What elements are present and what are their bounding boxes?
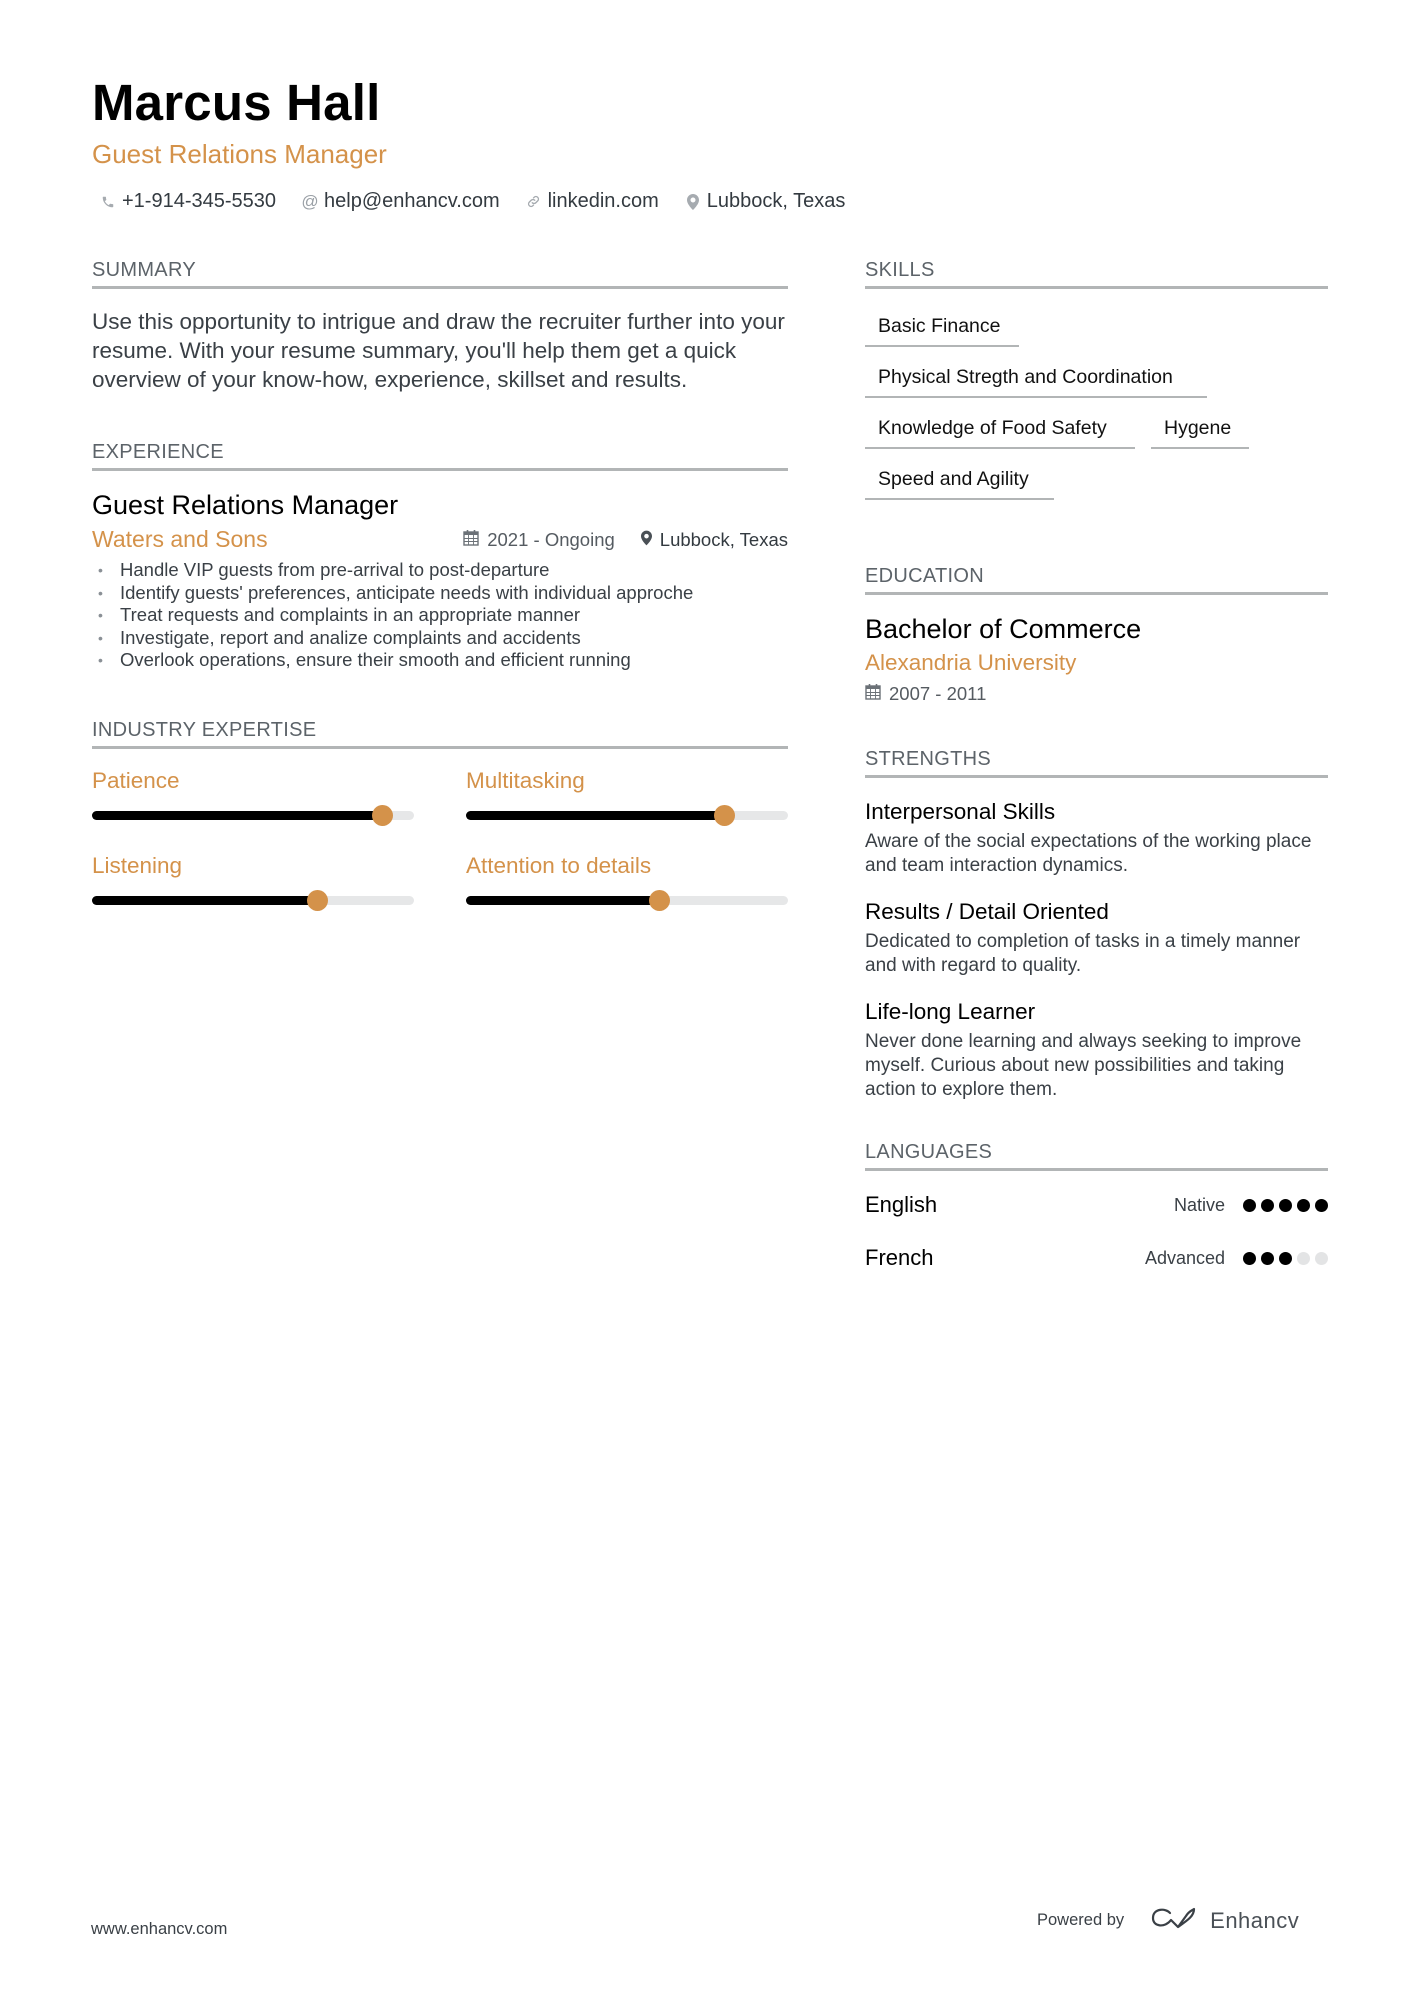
expertise-bar-fill: [92, 896, 317, 905]
education-section: [865, 564, 1328, 705]
experience-dates-text: 2021 - Ongoing: [487, 528, 615, 550]
experience-bullets: [92, 559, 788, 672]
link-icon: [526, 194, 542, 209]
education-heading: EDUCATION: [865, 564, 1328, 595]
location-pin-icon: [685, 194, 701, 210]
industry-expertise-heading: INDUSTRY EXPERTISE: [92, 718, 788, 749]
experience-bullet: • Handle VIP guests from pre-arrival to post-departure: [92, 559, 788, 582]
dot-empty: [1297, 1252, 1310, 1265]
footer-website[interactable]: www.enhancv.com: [91, 1920, 228, 1938]
expertise-label: Patience: [92, 767, 180, 793]
experience-section: [92, 440, 788, 672]
strength-item: [865, 998, 1328, 1102]
expertise-item: [92, 852, 414, 905]
experience-bullet: • Overlook operations, ensure their smooth and efficient running: [92, 649, 788, 672]
dot-filled: [1297, 1199, 1310, 1212]
education-school: Alexandria University: [865, 650, 1077, 675]
contact-row: [92, 190, 1332, 213]
contact-phone[interactable]: [100, 190, 276, 213]
skills-section: [865, 258, 1328, 500]
strength-title: Interpersonal Skills: [865, 799, 1056, 824]
expertise-bar: [466, 896, 788, 905]
email-text: help@enhancv.com: [324, 190, 500, 212]
summary-heading: SUMMARY: [92, 258, 788, 289]
strength-desc: Never done learning and always seeking to improve myself. Curious about new possibilities and taking action to explore them.: [865, 1031, 1302, 1100]
location-pin-icon: [641, 529, 652, 551]
language-name: French: [865, 1245, 934, 1270]
expertise-bar-knob: [372, 805, 393, 826]
strength-title: Results / Detail Oriented: [865, 899, 1109, 924]
skill-tag: Hygene: [1151, 413, 1249, 449]
industry-expertise-section: [92, 718, 788, 905]
expertise-bar-fill: [466, 896, 659, 905]
expertise-bar-fill: [92, 811, 382, 820]
skill-tag: Knowledge of Food Safety: [865, 413, 1135, 449]
enhancv-logo-icon: [1150, 1906, 1196, 1935]
enhancv-logo[interactable]: [1150, 1906, 1299, 1935]
enhancv-brand-name: Enhancv: [1210, 1907, 1300, 1933]
location-text: Lubbock, Texas: [706, 190, 846, 212]
dot-filled: [1279, 1252, 1292, 1265]
candidate-name: Marcus Hall: [92, 74, 381, 131]
expertise-label: Attention to details: [466, 852, 652, 878]
summary-section: [92, 258, 788, 394]
language-row: [865, 1189, 1328, 1221]
experience-location: [641, 529, 788, 551]
expertise-bar-knob: [307, 890, 328, 911]
contact-linkedin[interactable]: [526, 190, 659, 213]
linkedin-text: linkedin.com: [547, 190, 659, 212]
expertise-item: [466, 767, 788, 820]
strength-item: [865, 798, 1328, 878]
phone-text: +1-914-345-5530: [122, 190, 277, 212]
strengths-heading: STRENGTHS: [865, 747, 1328, 778]
calendar-icon: [463, 529, 479, 551]
experience-bullet: • Investigate, report and analize complaints and accidents: [92, 627, 788, 650]
strength-desc: Aware of the social expectations of the working place and team interaction dynamics.: [865, 831, 1312, 876]
calendar-icon: [865, 683, 881, 705]
expertise-bar: [466, 811, 788, 820]
candidate-title: Guest Relations Manager: [92, 139, 387, 169]
skill-tag: Basic Finance: [865, 311, 1019, 347]
language-row: [865, 1242, 1328, 1274]
contact-location: [685, 190, 846, 213]
expertise-label: Listening: [92, 852, 183, 878]
left-column: [92, 258, 788, 905]
strength-item: [865, 898, 1328, 978]
summary-text: Use this opportunity to intrigue and draw the recruiter further into your resume. With your resume summary, you'll help them get a quick overview of your know-how, experience, skillset and results.: [92, 309, 785, 392]
at-icon: @: [301, 191, 319, 211]
experience-meta-row: [92, 526, 788, 553]
language-name: English: [865, 1192, 938, 1217]
powered-by-text: Powered by: [1037, 1911, 1125, 1929]
language-level: Native: [1173, 1194, 1225, 1215]
expertise-label: Multitasking: [466, 767, 585, 793]
experience-company: Waters and Sons: [92, 526, 268, 552]
right-column: [865, 258, 1328, 1274]
dot-filled: [1261, 1199, 1274, 1212]
dot-filled: [1243, 1252, 1256, 1265]
strength-desc: Dedicated to completion of tasks in a timely manner and with regard to quality.: [865, 931, 1301, 976]
dot-filled: [1315, 1199, 1328, 1212]
experience-heading: EXPERIENCE: [92, 440, 788, 471]
expertise-item: [466, 852, 788, 905]
languages-section: [865, 1140, 1328, 1274]
dot-filled: [1279, 1199, 1292, 1212]
expertise-bar: [92, 896, 414, 905]
dot-filled: [1261, 1252, 1274, 1265]
experience-location-text: Lubbock, Texas: [659, 528, 788, 550]
expertise-bar-fill: [466, 811, 724, 820]
expertise-bar: [92, 811, 414, 820]
language-proficiency: [1174, 1195, 1328, 1216]
languages-heading: LANGUAGES: [865, 1140, 1328, 1171]
proficiency-dots: [1243, 1252, 1328, 1265]
experience-bullet: • Identify guests' preferences, anticipate needs with individual approche: [92, 582, 788, 605]
strengths-section: [865, 747, 1328, 1102]
skill-tag: Physical Stregth and Coordination: [865, 362, 1207, 398]
language-proficiency: [1145, 1248, 1328, 1269]
footer-branding: [1037, 1906, 1299, 1935]
dot-empty: [1315, 1252, 1328, 1265]
proficiency-dots: [1243, 1199, 1328, 1212]
education-dates: [865, 683, 1328, 705]
experience-role: Guest Relations Manager: [92, 490, 399, 520]
contact-email[interactable]: [302, 190, 500, 213]
experience-bullet: • Treat requests and complaints in an appropriate manner: [92, 604, 788, 627]
expertise-item: [92, 767, 414, 820]
expertise-grid: [92, 767, 788, 905]
phone-icon: [100, 195, 116, 209]
education-dates-text: 2007 - 2011: [889, 683, 987, 704]
language-level: Advanced: [1144, 1247, 1225, 1268]
education-degree: Bachelor of Commerce: [865, 614, 1142, 644]
resume-header: [92, 72, 1332, 213]
skills-list: [865, 311, 1328, 500]
experience-meta: [463, 529, 788, 551]
skills-heading: SKILLS: [865, 258, 1328, 289]
strength-title: Life-long Learner: [865, 999, 1036, 1024]
dot-filled: [1243, 1199, 1256, 1212]
expertise-bar-knob: [649, 890, 670, 911]
expertise-bar-knob: [714, 805, 735, 826]
experience-dates: [463, 529, 615, 551]
experience-item: [92, 489, 788, 672]
skill-tag: Speed and Agility: [865, 464, 1054, 500]
